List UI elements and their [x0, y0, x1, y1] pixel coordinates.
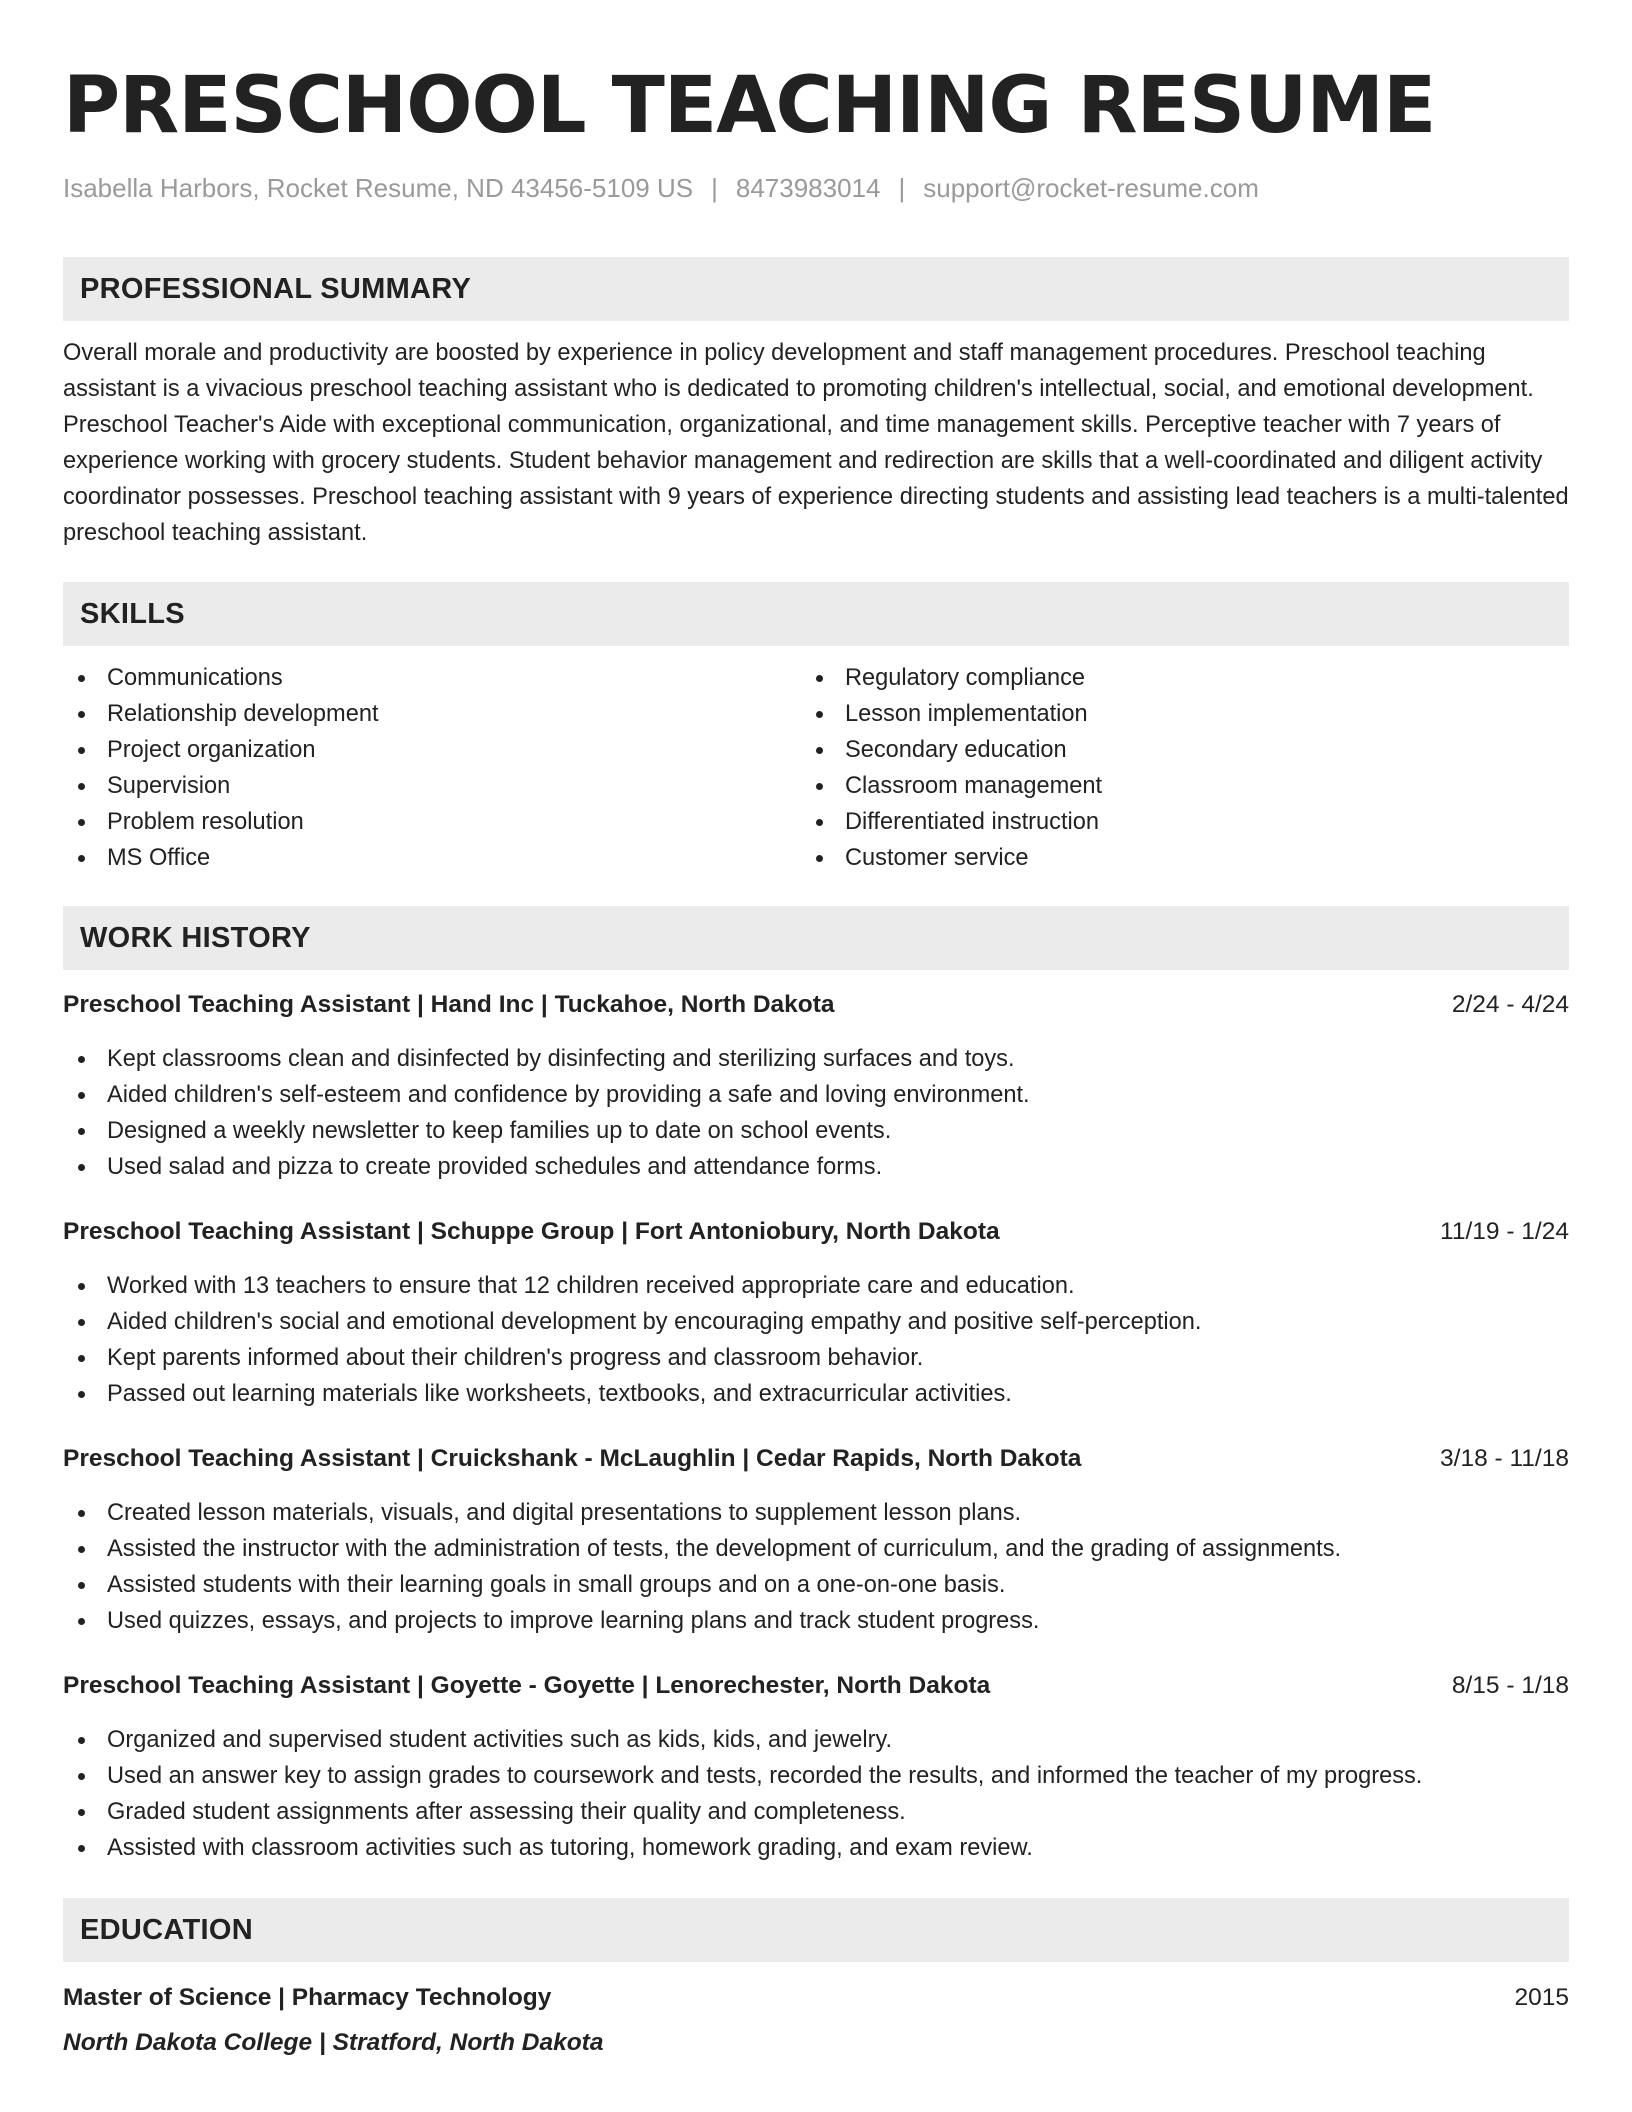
job-bullet: Designed a weekly newsletter to keep families up to date on school events.: [63, 1113, 1569, 1149]
skill-item: Regulatory compliance: [801, 660, 1539, 696]
job-dates: 8/15 - 1/18: [1451, 1672, 1569, 1699]
job-dates: 3/18 - 11/18: [1440, 1445, 1569, 1472]
contact-separator: |: [898, 173, 906, 203]
job-bullet: Aided children's social and emotional development by encouraging empathy and positive self-perception.: [63, 1304, 1569, 1340]
job-title-row: [63, 1214, 1569, 1250]
education-year: 2015: [1514, 1984, 1569, 2011]
job-bullet: Kept classrooms clean and disinfected by disinfecting and sterilizing surfaces and toys.: [63, 1041, 1569, 1077]
contact-address: Isabella Harbors, Rocket Resume, ND 43456-5109 US: [63, 173, 694, 203]
skills-grid: [63, 660, 1569, 876]
education-entry: [63, 1980, 1569, 2061]
work-history-section-header: WORK HISTORY: [63, 906, 1569, 970]
job-dates: 11/19 - 1/24: [1440, 1218, 1569, 1245]
skill-item: Communications: [63, 660, 801, 696]
job-entry: [63, 1668, 1569, 1866]
skill-item: Differentiated instruction: [801, 804, 1539, 840]
job-bullet: Created lesson materials, visuals, and digital presentations to supplement lesson plans.: [63, 1495, 1569, 1531]
job-bullet: Assisted with classroom activities such as tutoring, homework grading, and exam review.: [63, 1830, 1569, 1866]
job-dates: 2/24 - 4/24: [1451, 991, 1569, 1018]
job-bullet: Graded student assignments after assessing their quality and completeness.: [63, 1794, 1569, 1830]
job-bullet: Kept parents informed about their children's progress and classroom behavior.: [63, 1340, 1569, 1376]
job-bullets: [63, 1722, 1569, 1866]
job-bullets: [63, 1041, 1569, 1185]
skill-item: Classroom management: [801, 768, 1539, 804]
summary-text: Overall morale and productivity are boosted by experience in policy development and staff management procedures. Preschool teaching assistant is a vivacious preschool teaching assistant who is dedicated to promoting children's intellectual, social, and emotional development. Preschool Teacher's Aide with exceptional communication, organizational, and time management skills. Perceptive teacher with 7 years of experience working with grocery students. Student behavior management and redirection are skills that a well-coordinated and diligent activity coordinator possesses. Preschool teaching assistant with 9 years of experience directing students and assisting lead teachers is a multi-talented preschool teaching assistant.: [63, 340, 1569, 546]
skill-item: Customer service: [801, 840, 1539, 876]
job-bullet: Used quizzes, essays, and projects to improve learning plans and track student progress.: [63, 1603, 1569, 1639]
contact-separator: |: [711, 173, 718, 203]
skill-item: Relationship development: [63, 696, 801, 732]
job-bullet: Used salad and pizza to create provided schedules and attendance forms.: [63, 1149, 1569, 1185]
skill-item: Supervision: [63, 768, 801, 804]
job-bullets: [63, 1268, 1569, 1412]
job-entry: [63, 1441, 1569, 1639]
skill-item: Lesson implementation: [801, 696, 1539, 732]
job-bullet: Aided children's self-esteem and confidence by providing a safe and loving environment.: [63, 1077, 1569, 1113]
resume-title: PRESCHOOL TEACHING RESUME: [63, 61, 1436, 151]
job-bullet: Worked with 13 teachers to ensure that 12 children received appropriate care and education.: [63, 1268, 1569, 1304]
job-bullet: Assisted the instructor with the administration of tests, the development of curriculum, and the grading of assignments.: [63, 1531, 1569, 1567]
education-row: [63, 1980, 1569, 2016]
skill-item: Problem resolution: [63, 804, 801, 840]
job-entry: [63, 987, 1569, 1185]
skill-item: Secondary education: [801, 732, 1539, 768]
job-title-row: [63, 987, 1569, 1023]
skills-column-right: [801, 660, 1539, 876]
skill-item: MS Office: [63, 840, 801, 876]
contact-email: support@rocket-resume.com: [923, 173, 1259, 203]
skill-item: Project organization: [63, 732, 801, 768]
job-bullet: Passed out learning materials like worksheets, textbooks, and extracurricular activities.: [63, 1376, 1569, 1412]
job-bullet: Used an answer key to assign grades to coursework and tests, recorded the results, and informed the teacher of my progress.: [63, 1758, 1569, 1794]
job-title-row: [63, 1668, 1569, 1704]
skills-column-left: [63, 660, 801, 876]
summary-section-header: PROFESSIONAL SUMMARY: [63, 257, 1569, 321]
education-degree: Master of Science | Pharmacy Technology: [63, 1984, 552, 2011]
job-entry: [63, 1214, 1569, 1412]
job-title: Preschool Teaching Assistant | Cruickshank - McLaughlin | Cedar Rapids, North Dakota: [63, 1445, 1082, 1472]
skills-section-header: SKILLS: [63, 582, 1569, 646]
job-bullet: Assisted students with their learning goals in small groups and on a one-on-one basis.: [63, 1567, 1569, 1603]
contact-line: [63, 170, 1569, 206]
job-title: Preschool Teaching Assistant | Hand Inc | Tuckahoe, North Dakota: [63, 991, 835, 1018]
job-bullets: [63, 1495, 1569, 1639]
education-school: North Dakota College | Stratford, North Dakota: [63, 2029, 604, 2056]
job-title: Preschool Teaching Assistant | Goyette - Goyette | Lenorechester, North Dakota: [63, 1672, 991, 1699]
job-title: Preschool Teaching Assistant | Schuppe Group | Fort Antoniobury, North Dakota: [63, 1218, 1000, 1245]
education-section-header: EDUCATION: [63, 1898, 1569, 1962]
contact-phone: 8473983014: [735, 173, 881, 203]
job-title-row: [63, 1441, 1569, 1477]
job-bullet: Organized and supervised student activities such as kids, kids, and jewelry.: [63, 1722, 1569, 1758]
